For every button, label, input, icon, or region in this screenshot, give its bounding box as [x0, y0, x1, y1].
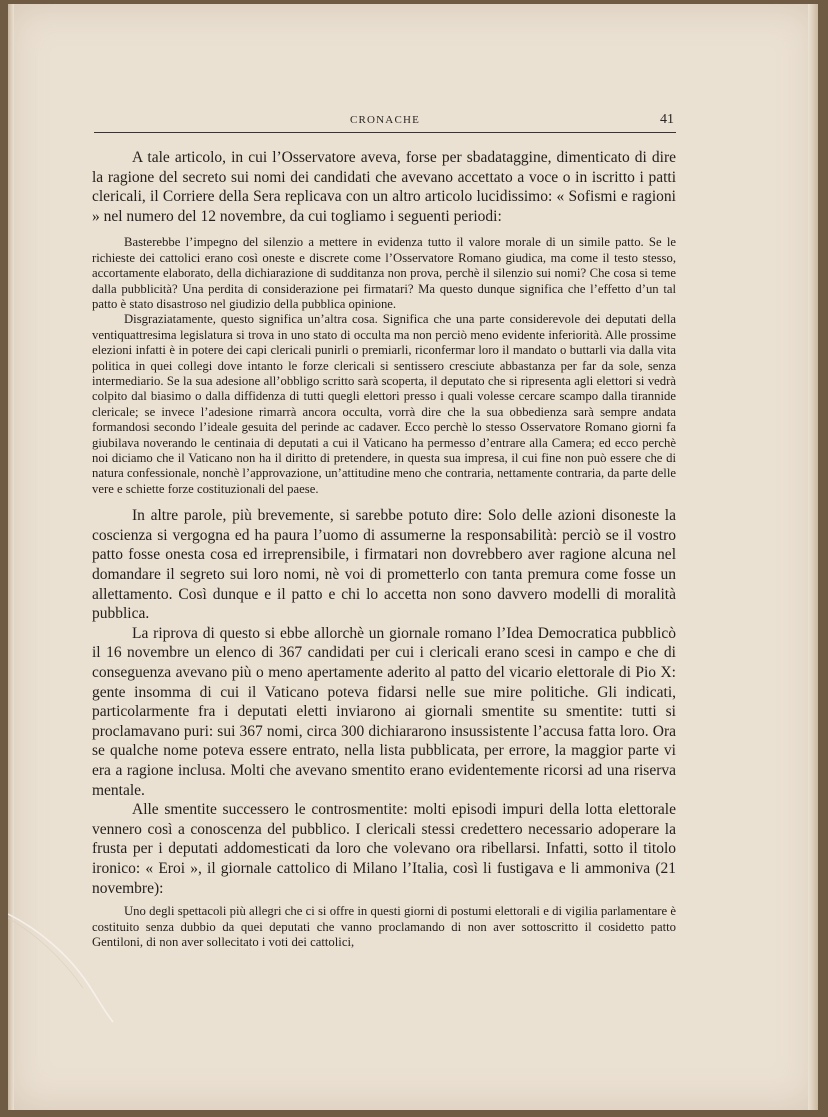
page-number: 41 [660, 112, 674, 127]
paragraph: In altre parole, più brevemente, si sarebbe potuto dire: Solo delle azioni disoneste la coscienza si vergogna ed ha paura l’uomo di assumerne la responsabilità: perciò se il vostro patto fosse onesta cosa ed irreprensibile, i firmatari non dovrebbero aver ragione alcuna nel domandare il segreto sui loro nomi, nè voi di prometterlo con tanta premura come fosse un allettamento. Così dunque e il patto e chi lo accetta non sono davvero modelli di moralità pubblica. [92, 507, 676, 623]
book-page [8, 4, 818, 1110]
main-text [92, 148, 676, 950]
paragraph: A tale articolo, in cui l’Osservatore aveva, forse per sbadataggine, dimenticato di dire la ragione del secreto sui nomi dei candidati che avevano accettato a voce o in iscritto i patti clericali, il Corriere della Sera replicava con un altro articolo lucidissimo: « Sofismi e ragioni » nel numero del 12 novembre, da cui togliamo i seguenti periodi: [92, 149, 676, 225]
paragraph: La riprova di questo si ebbe allorchè un giornale romano l’Idea Democratica pubblicò il 16 novembre un elenco di 367 candidati per cui i clericali erano scesi in campo e che di conseguenza avevano più o meno apertamente aderito al patto del vicario elettorale di Pio X: gente insomma di cui il Vaticano poteva fidarsi nelle sue mire politiche. Gli indicati, particolarmente fra i deputati eletti inviarono ai giornali smentite su smentite: tutti si proclamavano puri: sui 367 nomi, circa 300 dichiararono insussistente l’accusa fatta loro. Ora se qualche nome poteva essere entrato, nella lista pubblicata, per errore, la maggior parte vi era a ragione inclusa. Molti che avevano smentito erano evidentemente ricorsi ad una riserva mentale. [92, 624, 676, 799]
quoted-paragraph: Uno degli spettacoli più allegri che ci si offre in questi giorni di postumi elettorali e di vigilia parlamentare è costituito senza dubbio da quei deputati che vanno proclamando di non aver sottoscritto il cosidetto patto Gentiloni, di non aver sollecitato i voti dei cattolici, [92, 904, 676, 949]
paragraph: Alle smentite successero le controsmentite: molti episodi impuri della lotta elettorale vennero così a conoscenza del pubblico. I clericali stessi credettero necessario adoperare la frusta per i deputati addomesticati da loro che volevano ora ribellarsi. Infatti, sotto il titolo ironico: « Eroi », il giornale cattolico di Milano l’Italia, così li fustigava e li ammoniva (21 novembre): [92, 801, 676, 897]
running-title: CRONACHE [349, 114, 421, 126]
quoted-paragraph: Basterebbe l’impegno del silenzio a mettere in evidenza tutto il valore morale di un simile patto. Se le richieste dei cattolici erano così oneste e discrete come l’Osservatore Romano giudica, ma come il testo stesso, accortamente elaborato, della dichiarazione di sudditanza non prova, perchè il silenzio sui nomi? Che cosa si teme dalla pubblicità? Una perdita di considerazione pei firmatari? Ma questo dunque significa che l’effetto d’un tal patto è stato disastroso nel giudizio della pubblica opinione. [92, 235, 676, 311]
stray-fiber [8, 884, 118, 1024]
running-header [94, 110, 676, 133]
page-edge [808, 4, 818, 1110]
quoted-paragraph: Disgraziatamente, questo significa un’altra cosa. Significa che una parte considerevole dei deputati della ventiquattresima legislatura si trova in uno stato di occulta ma non perciò meno evidente inferiorità. Alle prossime elezioni infatti è in potere dei capi clericali punirli o premiarli, riconfermar loro il mandato o buttarli via dalla vita politica in quei collegi dove intanto le forze clericali si sentissero cresciute abbastanza per far da sole, senza intermediario. Se la sua adesione all’obbligo scritto sarà scoperta, il deputato che si ripresenta agli elettori si vedrà colpito dal biasimo o dalla diffidenza di tutti quegli elettori presso i quali volesse cercare scampo dalla tirannide clericale; se invece l’adesione rimarrà ancora occulta, vorrà dire che la sua obbedienza sarà sempre andata formandosi secondo l’ideale gesuita del perinde ac cadaver. Ecco perchè lo stesso Osservatore Romano giorni fa giubilava noverando le centinaia di deputati a cui il Vaticano ha permesso d’entrare alla Camera; ed ecco perchè noi diciamo che il Vaticano non ha il diritto di pretendere, in questa sua impresa, il cui fine non può essere che di natura confessionale, nonchè l’approvazione, un’attitudine meno che contraria, nettamente contraria, da parte delle vere e schiette forze costituzionali del paese. [92, 312, 676, 496]
